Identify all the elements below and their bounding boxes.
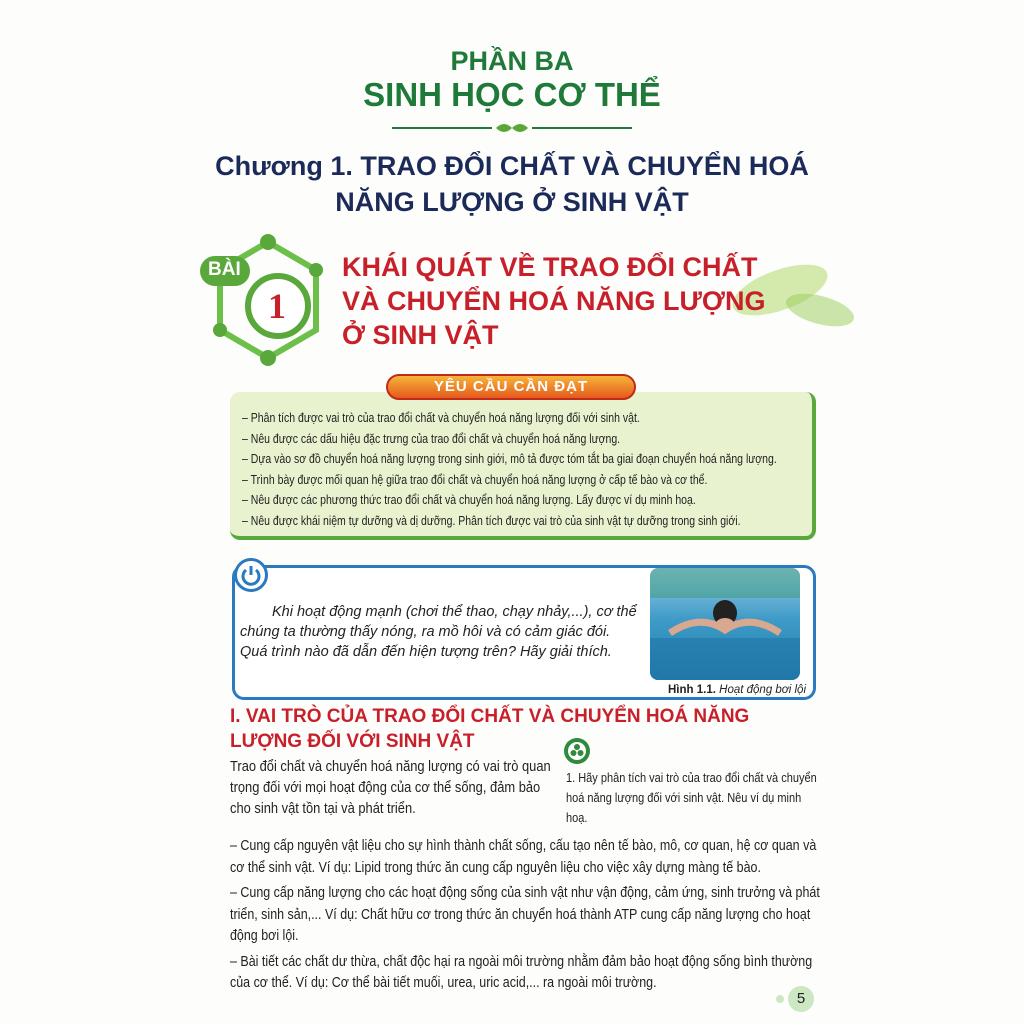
page-number xyxy=(776,986,824,1012)
requirements-title: YÊU CẦU CẦN ĐẠT xyxy=(386,374,636,400)
chapter-line: Chương 1. TRAO ĐỔI CHẤT VÀ CHUYỂN HOÁ xyxy=(215,151,809,181)
requirement-item: – Nêu được khái niệm tự dưỡng và dị dưỡng. Phân tích được vai trò của sinh vật tự dưỡng trong sinh giới. xyxy=(242,513,741,528)
chapter-line: NĂNG LƯỢNG Ở SINH VẬT xyxy=(335,187,689,217)
lesson-title xyxy=(342,250,765,352)
lesson-title-line: Ở SINH VẬT xyxy=(342,320,499,350)
role-item: – Cung cấp nguyên vật liệu cho sự hình thành chất sống, cấu tạo nên tế bào, mô, cơ quan, hệ cơ quan và cơ thể sinh vật. Ví dụ: Lipid trong thức ăn cung cấp nguyên liệu cho việc xây dựng màng tế bào. xyxy=(230,838,817,876)
requirement-item: – Phân tích được vai trò của trao đổi chất và chuyển hoá năng lượng đối với sinh vật. xyxy=(242,411,640,425)
lesson-badge-label: BÀI xyxy=(208,259,241,280)
page-number-text: 5 xyxy=(788,986,814,1012)
section-intro: Trao đổi chất và chuyển hoá năng lượng có vai trò quan trọng đối với mọi hoạt động của cơ thể sống, đảm bảo cho sinh vật tồn tại và phát triển. xyxy=(230,758,551,817)
dot-decoration xyxy=(776,995,784,1003)
chapter-title xyxy=(180,148,844,220)
role-list xyxy=(230,836,823,999)
section-heading: I. VAI TRÒ CỦA TRAO ĐỔI CHẤT VÀ CHUYỂN HOÁ NĂNG LƯỢNG ĐỐI VỚI SINH VẬT xyxy=(230,706,750,752)
requirement-item: – Nêu được các dấu hiệu đặc trưng của trao đổi chất và chuyển hoá năng lượng. xyxy=(242,431,621,446)
role-item: – Cung cấp năng lượng cho các hoạt động sống của sinh vật như vận động, cảm ứng, sinh trưởng và phát triển, sinh sản,... Ví dụ: Chất hữu cơ trong thức ăn chuyển hoá thành ATP cung cấp năng lượng cho hoạt động bơi lội. xyxy=(230,885,820,944)
swimmer-photo xyxy=(650,568,800,680)
requirement-item: – Dựa vào sơ đồ chuyển hoá năng lượng trong sinh giới, mô tả được tóm tắt ba giai đoạn chuyển hoá năng lượng. xyxy=(242,452,777,466)
part-title: PHẦN BA xyxy=(450,46,574,76)
requirement-item: – Trình bày được mối quan hệ giữa trao đổi chất và chuyển hoá năng lượng ở cấp tế bào và cơ thể. xyxy=(242,472,708,487)
figure-label: Hình 1.1. xyxy=(668,684,716,696)
lesson-title-line: KHÁI QUÁT VỀ TRAO ĐỔI CHẤT xyxy=(342,252,758,282)
review-question: 1. Hãy phân tích vai trò của trao đổi chất và chuyển hoá năng lượng đối với sinh vật. Nêu ví dụ minh hoạ. xyxy=(566,771,817,825)
power-icon xyxy=(234,558,268,592)
lesson-number: 1 xyxy=(268,286,286,326)
figure-caption xyxy=(668,684,806,696)
question-icon xyxy=(564,738,590,764)
subject-title: SINH HỌC CƠ THỂ xyxy=(363,76,661,113)
figure-caption-text: Hoạt động bơi lội xyxy=(719,684,807,696)
starter-question: Khi hoạt động mạnh (chơi thể thao, chạy nhảy,...), cơ thể chúng ta thường thấy nóng, ra mồ hôi và có cảm giác đói. Quá trình nào đã dẫn đến hiện tượng trên? Hãy giải thích. xyxy=(240,604,637,660)
requirement-item: – Nêu được các phương thức trao đổi chất và chuyển hoá năng lượng. Lấy được ví dụ minh hoạ. xyxy=(242,493,696,507)
role-item: – Bài tiết các chất dư thừa, chất độc hại ra ngoài môi trường nhằm đảm bảo hoạt động sống bình thường của cơ thể. Ví dụ: Cơ thể bài tiết muối, urea, uric acid,... ra ngoài môi trường. xyxy=(230,953,813,991)
requirements-box xyxy=(230,392,816,540)
lesson-badge xyxy=(198,230,338,370)
ornament-divider xyxy=(392,120,632,136)
lesson-title-line: VÀ CHUYỂN HOÁ NĂNG LƯỢNG xyxy=(342,286,766,316)
